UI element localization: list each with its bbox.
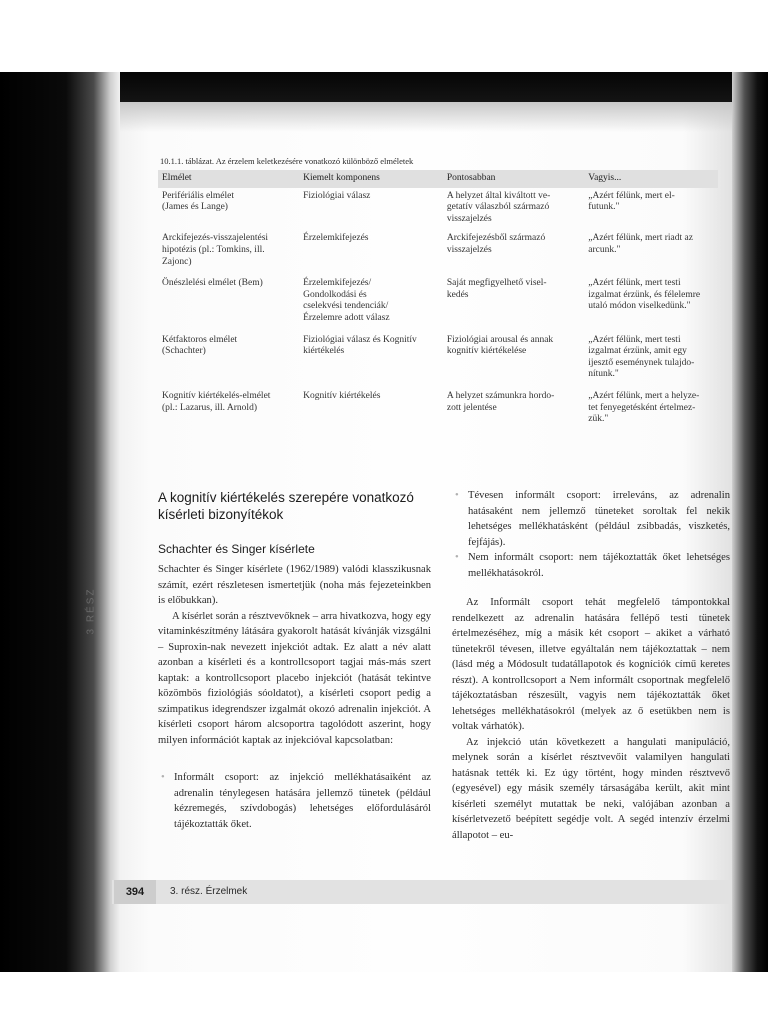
- table-row: [158, 391, 718, 436]
- table-cell: Saját megfigyelhető visel- kedés: [446, 278, 547, 300]
- table-cell: Érzelemkifejezés/ Gondolkodási és cselekvési tendenciák/ Érzelemre adott válasz: [303, 278, 390, 323]
- header-component: Kiemelt komponens: [299, 170, 443, 188]
- table-cell: Arckifejezés-visszajelentési hipotézis (pl.: Tomkins, ill. Zajonc): [162, 233, 269, 267]
- table-cell: Perifériális elmélet (James és Lange): [162, 190, 235, 213]
- table-cell: „Azért félünk, mert riadt az arcunk.": [588, 233, 693, 255]
- table-cell: Fiziológiai válasz és Kognitív kiértékelés: [303, 334, 417, 357]
- paragraph: Schachter és Singer kísérlete (1962/1989) valódi klasszikusnak számít, ezért részletesen ismertetjük (noha más fejezeteinkben is előbukkan).: [158, 564, 431, 606]
- table-header-row: [158, 170, 718, 188]
- page-top-shadow: [98, 102, 734, 132]
- header-theory: Elmélet: [158, 170, 299, 188]
- table-cell: A helyzet által kiváltott ve- getatív válaszból származó visszajelzés: [446, 190, 551, 224]
- paragraph: Az Informált csoport tehát megfelelő támpontokkal rendelkezett az adrenalin hatására fellépő testi tünetek értelmezéséhez, míg a másik két csoport – akiket a várható tünetekről tévesen, illetve egyáltalán nem tájékoztattak – nem (lásd még a Módosult tudatállapotok és kogníciók című keretes részt). A kontrollcsoport a Nem informált csoportnak megfelelő tájékoztatásban részesült, vagyis nem tájékoztatták őket lehetséges mellékhatásokról (melyek az ő esetükben nem is voltak várhatók).: [452, 597, 730, 732]
- list-item: • Nem informált csoport: nem tájékoztatták őket lehetséges mellékhatásokról.: [468, 550, 730, 581]
- scan-left-edge: [0, 72, 120, 972]
- table-row: [158, 233, 718, 278]
- table-cell: „Azért félünk, mert el- futunk.": [588, 190, 675, 213]
- table-cell: „Azért félünk, mert testi izgalmat érzünk, amit egy ijesztő eseménynek tulajdo- nítunk.": [588, 334, 695, 380]
- table-row: [158, 335, 718, 391]
- paragraph: Az injekció után következett a hangulati manipuláció, melynek során a kísérlet résztvevőit valamilyen hangulati hatásnak tették ki. Ez úgy történt, hogy minden résztvevő (egyesével) egy másik személy társaságába került, akit mint kísérleti személyt mutattak be neki, valójában azonban a kísérletvezető beépített segédje volt. A segéd intenzív érzelmi állapotot – eu-: [452, 736, 730, 841]
- table-cell: A helyzet számunkra hordo- zott jelentése: [446, 390, 555, 413]
- emotion-theories-table: [158, 170, 718, 436]
- side-tab-label: 3 RÉSZ: [85, 587, 97, 635]
- list-item: • Tévesen informált csoport: irreleváns, az adrenalin hatásaként nem jellemző tüneteket soroltak fel nekik lehetséges mellékhatásként (például zsibbadás, viszketés, fejfájás).: [468, 488, 730, 550]
- paragraph: A kísérlet során a résztvevőknek – arra hivatkozva, hogy egy vitaminkészítmény látására gyakorolt hatását kívánják vizsgálni – Suproxin-nak nevezett injekciót adtak. Ez alatt a név alatt azonban a kísérleti és a kontrollcsoport tagjai más-más szert kaptak: a kontrollcsoport placebo injekciót (hatását tekintve közömbös fiziológiás sóoldatot), a kísérleti csoport pedig a szimpatikus idegrendszer izgalmát okozó adrenalin injekciót. A kísérleti csoport három alcsoportra tagolódott aszerint, hogy milyen információt kaptak az injekcióval kapcsolatban:: [158, 610, 431, 746]
- table-cell: Kétfaktoros elmélet (Schachter): [162, 334, 238, 357]
- table-cell: Arckifejezésből származó visszajelzés: [446, 233, 546, 255]
- right-text-column: [452, 488, 730, 843]
- table-cell: Önészlelési elmélet (Bem): [162, 278, 263, 289]
- table-cell: Fiziológiai arousal és annak kognitív kiértékelése: [446, 334, 554, 357]
- table-cell: Kognitív kiértékelés-elmélet (pl.: Lazarus, ill. Arnold): [162, 390, 271, 413]
- table-cell: Érzelemkifejezés: [303, 233, 369, 244]
- bullet-list: [452, 488, 730, 581]
- scan-right-edge: [732, 72, 768, 972]
- table-cell: „Azért félünk, mert a helyze- tet fenyegetésként értelmez- zük.": [588, 390, 700, 425]
- subsection-title: Schachter és Singer kísérlete: [158, 542, 315, 556]
- table-caption: 10.1.1. táblázat. Az érzelem keletkezésére vonatkozó különböző elméletek: [160, 156, 414, 166]
- header-details: Pontosabban: [443, 170, 584, 188]
- bullet-list: [158, 770, 431, 832]
- table-body: [158, 188, 718, 436]
- left-text-column: [158, 562, 431, 832]
- table-row: [158, 188, 718, 234]
- footer-part-label: 3. rész. Érzelmek: [170, 886, 248, 897]
- part-side-tab: [80, 576, 102, 646]
- table-cell: Kognitív kiértékelés: [303, 390, 381, 401]
- section-title: A kognitív kiértékelés szerepére vonatkozó kísérleti bizonyítékok: [158, 490, 414, 522]
- page-number: 394: [114, 880, 156, 904]
- table-cell: Fiziológiai válasz: [303, 190, 371, 201]
- list-item: • Informált csoport: az injekció mellékhatásaiként az adrenalin ténylegesen hatására jellemző tünetek (például kézremegés, szívdobogás) lehetséges előfordulásáról tájékoztatták őket.: [174, 770, 431, 832]
- table-row: [158, 278, 718, 334]
- table-cell: „Azért félünk, mert testi izgalmat érzünk, és félelemre utaló módon viselkedünk.": [588, 278, 701, 312]
- header-meaning: Vagyis...: [584, 170, 718, 188]
